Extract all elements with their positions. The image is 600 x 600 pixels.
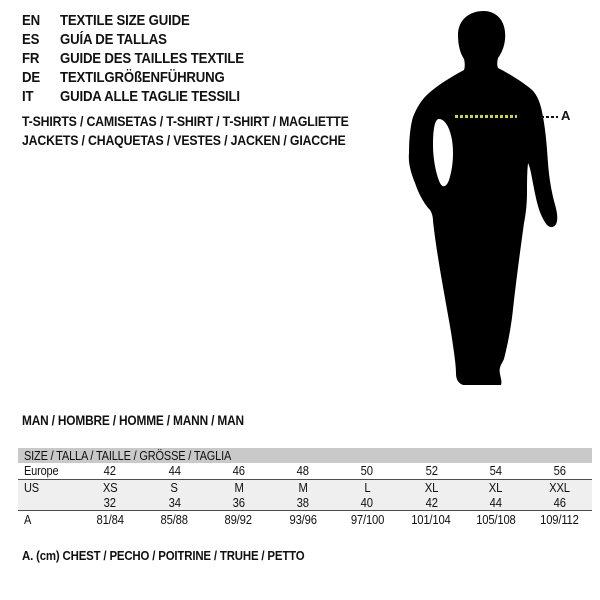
size-cell: 56 xyxy=(553,464,566,478)
chest-measure-line xyxy=(455,115,517,118)
size-cell: 101/104 xyxy=(411,512,452,527)
man-silhouette-path xyxy=(409,11,557,385)
size-cell: 105/108 xyxy=(475,512,516,527)
size-cell: 40 xyxy=(361,495,374,510)
table-row-us xyxy=(18,479,592,495)
size-cell: XXL xyxy=(549,480,571,495)
measurement-footnote xyxy=(22,548,343,563)
size-cell: 36 xyxy=(232,495,245,510)
table-header-text: SIZE / TALLA / TAILLE / GRÖSSE / TAGLIA xyxy=(24,448,232,463)
size-cell: 42 xyxy=(104,464,117,478)
language-row-fr xyxy=(22,49,269,68)
language-code: FR xyxy=(22,50,40,67)
language-code: ES xyxy=(22,31,40,48)
table-row-a-chest xyxy=(18,511,592,528)
size-cell: 44 xyxy=(489,495,502,510)
size-cell: 46 xyxy=(232,464,245,478)
language-list xyxy=(22,11,269,106)
size-cell: 54 xyxy=(489,464,502,478)
category-text: T-SHIRTS / CAMISETAS / T-SHIRT / T-SHIRT / MAGLIETTE xyxy=(22,113,349,129)
language-row-en xyxy=(22,11,269,30)
size-table xyxy=(18,448,592,528)
language-label: TEXTILE SIZE GUIDE xyxy=(60,12,190,29)
language-code: DE xyxy=(22,69,40,86)
language-row-es xyxy=(22,30,269,49)
row-label: Europe xyxy=(24,464,59,478)
size-cell: 52 xyxy=(425,464,438,478)
measure-label-a: A xyxy=(561,108,571,123)
size-cell: 34 xyxy=(168,495,181,510)
table-row-europe xyxy=(18,463,592,479)
category-line-jackets xyxy=(22,132,390,148)
section-title xyxy=(22,413,274,428)
language-code: IT xyxy=(22,88,34,105)
size-cell: 109/112 xyxy=(540,512,580,527)
size-cell: M xyxy=(298,480,308,495)
size-cell: 50 xyxy=(361,464,374,478)
size-cell: 38 xyxy=(296,495,309,510)
section-title-text: MAN / HOMBRE / HOMME / MANN / MAN xyxy=(22,413,244,428)
size-cell: 46 xyxy=(553,495,566,510)
row-label: A xyxy=(24,512,32,527)
row-label: US xyxy=(24,480,39,495)
language-label: GUIDA ALLE TAGLIE TESSILI xyxy=(60,88,240,105)
language-label: GUIDE DES TAILLES TEXTILE xyxy=(60,50,244,67)
size-cell: 42 xyxy=(425,495,438,510)
language-row-de xyxy=(22,68,269,87)
man-silhouette-svg xyxy=(405,7,565,392)
row-label xyxy=(18,496,78,510)
language-code: EN xyxy=(22,12,40,29)
table-header-row xyxy=(18,448,592,463)
table-row-us-numeric xyxy=(18,495,592,511)
category-line-tshirts xyxy=(22,113,393,129)
size-cell: S xyxy=(170,480,179,495)
measure-pointer-dashes xyxy=(541,116,558,118)
size-cell: M xyxy=(234,480,244,495)
measurement-footnote-text: A. (cm) CHEST / PECHO / POITRINE / TRUHE / PETTO xyxy=(22,548,305,563)
size-cell: 81/84 xyxy=(96,512,124,527)
size-cell: 48 xyxy=(296,464,309,478)
category-text: JACKETS / CHAQUETAS / VESTES / JACKEN / GIACCHE xyxy=(22,132,346,148)
size-cell: 85/88 xyxy=(160,512,189,527)
size-cell: 89/92 xyxy=(224,512,253,527)
size-cell: XS xyxy=(102,480,118,495)
size-cell: 97/100 xyxy=(350,512,384,527)
man-silhouette-figure xyxy=(405,7,565,392)
size-cell: 93/96 xyxy=(289,512,317,527)
language-label: TEXTILGRÖßENFÜHRUNG xyxy=(60,69,225,86)
size-cell: 44 xyxy=(168,464,181,478)
size-cell: 32 xyxy=(104,495,117,510)
size-cell: XL xyxy=(488,480,503,495)
language-row-it xyxy=(22,87,269,106)
size-cell: L xyxy=(364,480,371,495)
size-cell: XL xyxy=(424,480,439,495)
language-label: GUÍA DE TALLAS xyxy=(60,31,167,48)
